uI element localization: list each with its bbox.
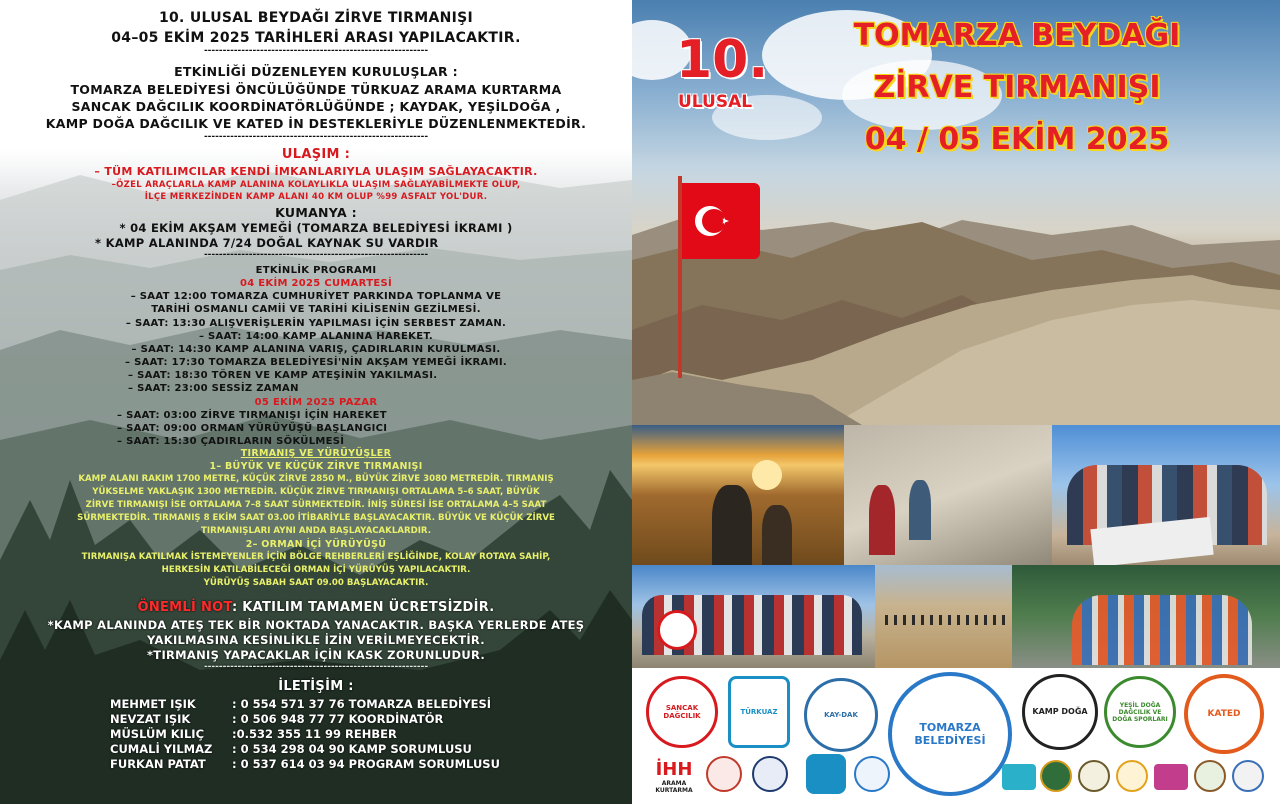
ihh-logo <box>646 759 702 794</box>
contact-info: : 0 534 298 04 90 KAMP SORUMLUSU <box>232 742 472 756</box>
ihh-logo-text: İHH <box>655 759 693 780</box>
note-line: *KAMP ALANINDA ATEŞ TEK BİR NOKTADA YANACAKTIR. BAŞKA YERLERDE ATEŞ <box>47 618 585 632</box>
program-item: – SAAT: 09:00 ORMAN YÜRÜYÜŞÜ BAŞLANGICI <box>117 423 388 434</box>
climb-line: 1– BÜYÜK VE KÜÇÜK ZİRVE TIRMANIŞI <box>209 461 423 472</box>
day1-title: 04 EKİM 2025 CUMARTESİ <box>239 278 393 289</box>
divider: ------------------------------------------------------------ <box>203 662 429 672</box>
sancak-dagcilik-logo <box>646 676 718 748</box>
hiker-silhouette <box>869 485 895 555</box>
logo-text: TÜRKUAZ <box>740 708 778 716</box>
climb-line: TIRMANIŞLARI AYNI ANDA BAŞLAYACAKLARDIR. <box>201 526 431 536</box>
program-item: – SAAT: 18:30 TÖREN VE KAMP ATEŞİNİN YAKILMASI. <box>128 370 438 381</box>
hikers-line <box>885 615 1005 625</box>
program-item: – SAAT 12:00 TOMARZA CUMHURİYET PARKINDA TOPLANMA VE <box>130 291 502 302</box>
poster-title-line3: 04 / 05 EKİM 2025 <box>864 122 1170 157</box>
logo-text: KAY-DAK <box>824 711 858 719</box>
logo-text: KAMP DOĞA <box>1032 707 1088 716</box>
program-item: TARİHİ OSMANLI CAMİİ VE TARİHİ KİLİSENİN GEZİLMESİ. <box>151 304 481 315</box>
title-number: 10. <box>676 30 769 90</box>
event-title: 10. ULUSAL BEYDAĞI ZİRVE TIRMANIŞI <box>158 10 474 26</box>
divider: ------------------------------------------------------------ <box>203 46 429 56</box>
organizers-line: SANCAK DAĞCILIK KOORDİNATÖRLÜĞÜNDE ; KAYDAK, YEŞİLDOĞA , <box>71 99 561 114</box>
supplies-title: KUMANYA : <box>275 205 357 220</box>
divider: ------------------------------------------------------------ <box>203 250 429 260</box>
important-note-text: : KATILIM TAMAMEN ÜCRETSİZDİR. <box>231 600 495 615</box>
yesil-doga-logo <box>1104 676 1176 748</box>
contact-info: :0.532 355 11 99 REHBER <box>232 727 397 741</box>
ihh-logo-sub: ARAMA KURTARMA <box>655 780 693 794</box>
transport-line: – TÜM KATILIMCILAR KENDİ İMKANLARIYLA ULAŞIM SAĞLAYACAKTIR. <box>94 165 538 178</box>
group-with-banner-photo <box>632 565 875 668</box>
sunset-hikers-photo <box>632 425 844 565</box>
event-dates: 04–05 EKİM 2025 TARİHLERİ ARASI YAPILACAKTIR. <box>111 30 521 46</box>
program-title: ETKİNLİK PROGRAMI <box>255 265 377 276</box>
hiker-silhouette <box>762 505 792 565</box>
kaydak-logo <box>804 678 878 752</box>
sponsor-logo-small <box>1232 760 1264 792</box>
sponsor-logo-small <box>1194 760 1226 792</box>
contact-name: MÜSLÜM KILIÇ <box>110 727 205 741</box>
turkish-flag-icon <box>682 183 760 259</box>
climb-line: ZİRVE TIRMANIŞI İSE ORTALAMA 7–8 SAAT SÜRMEKTEDİR. İNİŞ SÜRESİ İSE ORTALAMA 4–5 SAAT <box>85 500 547 510</box>
contact-row <box>110 697 630 712</box>
program-item: – SAAT: 14:30 KAMP ALANINA VARIŞ, ÇADIRLARIN KURULMASI. <box>131 344 501 355</box>
transport-line: İLÇE MERKEZİNDEN KAMP ALANI 40 KM OLUP %99 ASFALT YOL'DUR. <box>144 192 488 202</box>
supplies-line: * 04 EKİM AKŞAM YEMEĞİ (TOMARZA BELEDİYESİ İKRAMI ) <box>119 221 513 235</box>
important-note-label: ÖNEMLİ NOT <box>137 600 232 615</box>
hiker-silhouette <box>712 485 752 565</box>
sponsor-logo-small <box>854 756 890 792</box>
poster-title-line2: ZİRVE TIRMANIŞI <box>873 70 1161 105</box>
logo-text: KATED <box>1207 709 1241 719</box>
organizers-title: ETKİNLİĞİ DÜZENLEYEN KURULUŞLAR : <box>174 64 458 79</box>
poster-photo-panel <box>632 0 1280 804</box>
sponsor-logo-small <box>1078 760 1110 792</box>
climb-line: 2– ORMAN İÇİ YÜRÜYÜŞÜ <box>245 539 387 550</box>
sponsor-logo-small <box>752 756 788 792</box>
contact-row <box>110 712 630 727</box>
climb-line: YÜKSELME YAKLAŞIK 1300 METREDİR. KÜÇÜK ZİRVE TIRMANIŞI ORTALAMA 5–6 SAAT, BÜYÜK <box>92 487 540 497</box>
logo-text: YEŞİL DOĞA DAĞCILIK VE DOĞA SPORLARI <box>1112 701 1168 723</box>
title-subnumber: ULUSAL <box>678 92 753 112</box>
contact-info: : 0 554 571 37 76 TOMARZA BELEDİYESİ <box>232 697 492 711</box>
contact-title: İLETİŞİM : <box>278 679 354 694</box>
sun-icon <box>752 460 782 490</box>
contact-row <box>110 742 630 757</box>
hiker-silhouette <box>909 480 931 540</box>
climb-line: TIRMANIŞA KATILMAK İSTEMEYENLER İÇİN BÖLGE REHBERLERİ EŞLİĞİNDE, KOLAY ROTAYA SAHİP, <box>81 552 551 562</box>
sponsor-logo-small <box>1002 764 1036 790</box>
sponsor-logo-small <box>706 756 742 792</box>
contact-row <box>110 757 630 772</box>
contact-info: : 0 506 948 77 77 KOORDİNATÖR <box>232 712 444 726</box>
important-note <box>0 600 632 615</box>
program-item: – SAAT: 13:30 ALIŞVERİŞLERİN YAPILMASI İÇİN SERBEST ZAMAN. <box>125 318 507 329</box>
note-line: YAKILMASINA KESİNLİKLE İZİN VERİLMEYECEKTİR. <box>147 633 485 647</box>
sponsor-logo-bar <box>632 668 1280 804</box>
group-of-hikers <box>1072 595 1252 665</box>
kamp-doga-logo <box>1022 674 1098 750</box>
program-item: – SAAT: 15:30 ÇADIRLARIN SÖKÜLMESİ <box>117 436 345 447</box>
climb-line: KAMP ALANI RAKIM 1700 METRE, KÜÇÜK ZİRVE 2850 M., BÜYÜK ZİRVE 3080 METREDİR. TIRMANIŞ <box>78 474 554 484</box>
tomarza-belediyesi-logo <box>888 672 1012 796</box>
program-item: – SAAT: 03:00 ZİRVE TIRMANIŞI İÇİN HAREKET <box>117 410 387 421</box>
forest-group-photo <box>1012 565 1280 668</box>
supplies-line: * KAMP ALANINDA 7/24 DOĞAL KAYNAK SU VARDIR <box>95 236 439 250</box>
logo-text: SANCAK DAĞCILIK <box>663 704 701 720</box>
contact-name: FURKAN PATAT <box>110 757 206 771</box>
transport-line: –ÖZEL ARAÇLARLA KAMP ALANINA KOLAYLIKLA ULAŞIM SAĞLAYABİLMEKTE OLUP, <box>111 180 521 190</box>
contact-row <box>110 727 630 742</box>
climb-line: YÜRÜYÜŞ SABAH SAAT 09.00 BAŞLAYACAKTIR. <box>203 578 429 588</box>
logo-text: TOMARZA BELEDİYESİ <box>914 721 986 747</box>
rocky-trail-photo <box>844 425 1052 565</box>
transport-title: ULAŞIM : <box>281 147 351 162</box>
program-item: – SAAT: 14:00 KAMP ALANINA HAREKET. <box>198 331 434 342</box>
sponsor-logo-small <box>1154 764 1188 790</box>
program-item: – SAAT: 17:30 TOMARZA BELEDİYESİ'NİN AKŞAM YEMEĞİ İKRAMI. <box>125 357 507 368</box>
sponsor-logo-small <box>806 754 846 794</box>
sponsor-logo-small <box>1116 760 1148 792</box>
organizers-line: KAMP DOĞA DAĞCILIK VE KATED İN DESTEKLERİYLE DÜZENLENMEKTEDİR. <box>45 116 587 131</box>
note-line: *TIRMANIŞ YAPACAKLAR İÇİN KASK ZORUNLUDUR. <box>146 648 485 662</box>
hikers-line-photo <box>875 565 1012 668</box>
club-banner <box>657 610 697 650</box>
day2-title: 05 EKİM 2025 PAZAR <box>254 397 378 408</box>
contact-name: MEHMET IŞIK <box>110 697 196 711</box>
contact-name: NEVZAT IŞIK <box>110 712 191 726</box>
contact-info: : 0 537 614 03 94 PROGRAM SORUMLUSU <box>232 757 500 771</box>
contact-name: CUMALİ YILMAZ <box>110 742 213 756</box>
event-info-panel <box>0 0 632 804</box>
turkuaz-logo <box>728 676 790 748</box>
kated-logo <box>1184 674 1264 754</box>
organizers-line: TOMARZA BELEDİYESİ ÖNCÜLÜĞÜNDE TÜRKUAZ ARAMA KURTARMA <box>70 82 562 97</box>
poster-title-line1: TOMARZA BEYDAĞI <box>853 18 1181 53</box>
climb-line: HERKESİN KATILABİLECEĞİ ORMAN İÇİ YÜRÜYÜŞ YAPILACAKTIR. <box>161 565 471 575</box>
program-item: – SAAT: 23:00 SESSİZ ZAMAN <box>128 383 299 394</box>
crescent-star-icon <box>682 183 760 259</box>
group-summit-photo <box>1052 425 1280 565</box>
divider: ------------------------------------------------------------ <box>203 132 429 142</box>
climb-title: TIRMANIŞ VE YÜRÜYÜŞLER <box>240 448 392 459</box>
sponsor-logo-small <box>1040 760 1072 792</box>
climb-line: SÜRMEKTEDİR. TIRMANIŞ 8 EKİM SAAT 03.00 İTİBARİYLE BAŞLAYACAKTIR. BÜYÜK VE KÜÇÜK ZİRVE <box>77 513 555 523</box>
